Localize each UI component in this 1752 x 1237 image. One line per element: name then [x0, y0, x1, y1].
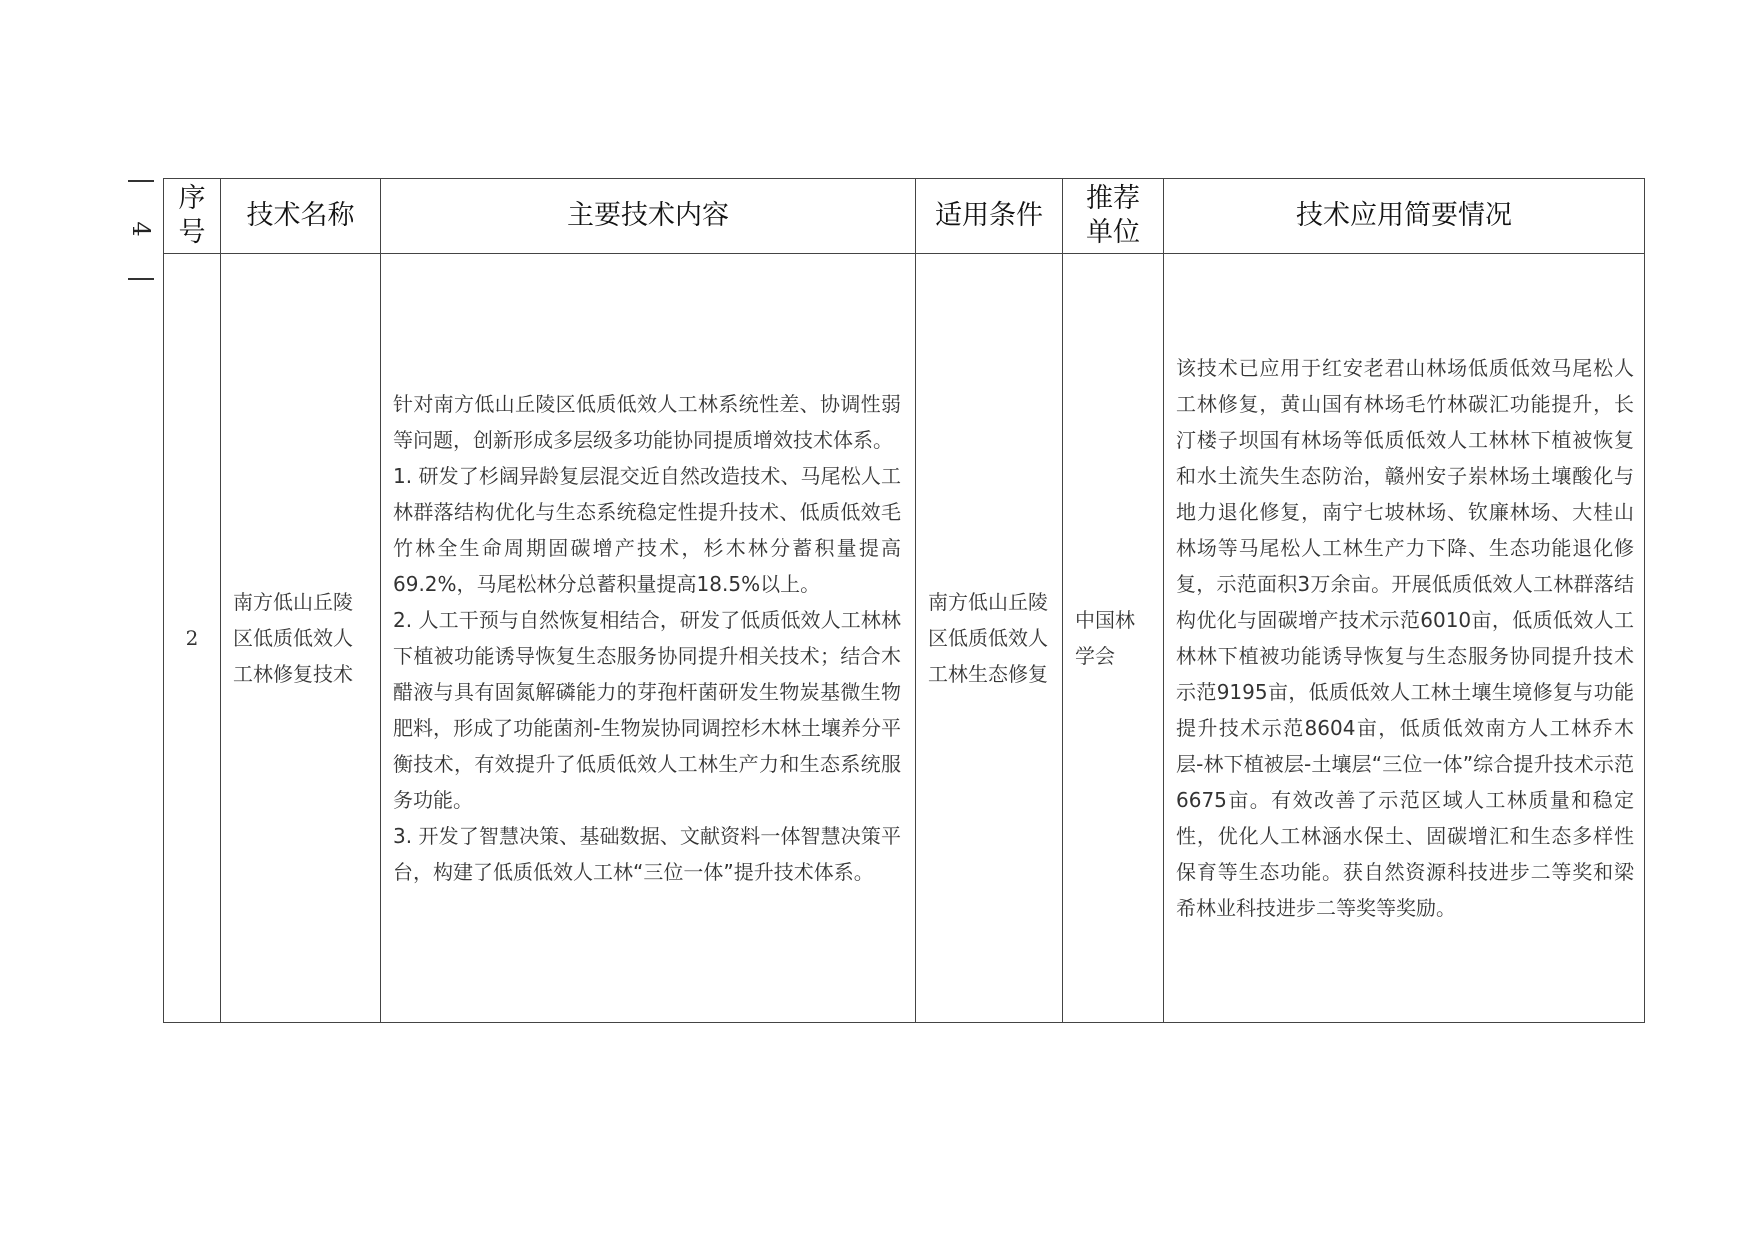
header-name: 技术名称: [221, 179, 381, 254]
content-paragraph: 1. 研发了杉阔异龄复层混交近自然改造技术、马尾松人工林群落结构优化与生态系统稳定性提升技术、低质低效毛竹林全生命周期固碳增产技术，杉木林分蓄积量提高69.2%，马尾松林分总蓄积量提高18.5%以上。: [393, 464, 901, 596]
cell-recommending-unit: 中国林学会: [1063, 254, 1164, 1023]
header-unit: 推荐单位: [1063, 179, 1164, 254]
table-row: [164, 254, 1645, 1023]
cell-no: 2: [164, 254, 221, 1023]
page-number-value: 4: [127, 221, 155, 237]
header-content: 主要技术内容: [381, 179, 916, 254]
content-paragraph: 针对南方低山丘陵区低质低效人工林系统性差、协调性弱等问题，创新形成多层级多功能协同提质增效技术体系。: [393, 392, 901, 452]
page-number-rule-bottom: [128, 278, 154, 280]
header-no: 序号: [164, 179, 221, 254]
content-paragraph: 2. 人工干预与自然恢复相结合，研发了低质低效人工林林下植被功能诱导恢复生态服务协同提升相关技术；结合木醋液与具有固氮解磷能力的芽孢杆菌研发生物炭基微生物肥料，形成了功能菌剂-生物炭协同调控杉木林土壤养分平衡技术，有效提升了低质低效人工林生产力和生态系统服务功能。: [393, 608, 901, 812]
header-application: 技术应用简要情况: [1164, 179, 1645, 254]
cell-main-content: [381, 254, 916, 1023]
page-number: [128, 180, 154, 280]
table-header-row: [164, 179, 1645, 254]
cell-application: 该技术已应用于红安老君山林场低质低效马尾松人工林修复，黄山国有林场毛竹林碳汇功能提升，长汀楼子坝国有林场等低质低效人工林林下植被恢复和水土流失生态防治，赣州安子岽林场土壤酸化与地力退化修复，南宁七坡林场、钦廉林场、大桂山林场等马尾松人工林生产力下降、生态功能退化修复，示范面积3万余亩。开展低质低效人工林群落结构优化与固碳增产技术示范6010亩，低质低效人工林林下植被功能诱导恢复与生态服务协同提升技术示范9195亩，低质低效人工林土壤生境修复与功能提升技术示范8604亩，低质低效南方人工林乔木层-林下植被层-土壤层“三位一体”综合提升技术示范6675亩。有效改善了示范区域人工林质量和稳定性，优化人工林涵水保土、固碳增汇和生态多样性保育等生态功能。获自然资源科技进步二等奖和梁希林业科技进步二等奖等奖励。: [1164, 254, 1645, 1023]
header-conditions: 适用条件: [916, 179, 1063, 254]
cell-tech-name: 南方低山丘陵区低质低效人工林修复技术: [221, 254, 381, 1023]
content-paragraph: 3. 开发了智慧决策、基础数据、文献资料一体智慧决策平台，构建了低质低效人工林“三位一体”提升技术体系。: [393, 824, 901, 884]
technology-table: [163, 178, 1645, 1023]
cell-conditions: 南方低山丘陵区低质低效人工林生态修复: [916, 254, 1063, 1023]
page-number-rule-top: [128, 180, 154, 182]
